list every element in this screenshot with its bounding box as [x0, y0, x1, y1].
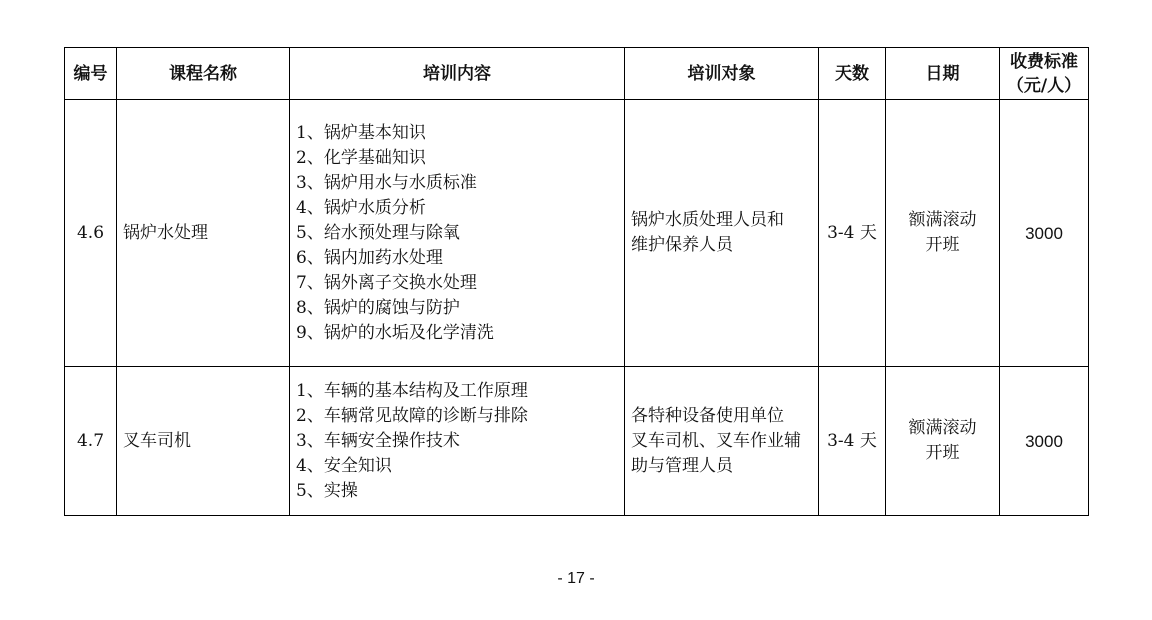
- content-item: 9、锅炉的水垢及化学清洗: [296, 322, 494, 343]
- course-number: 4.7: [65, 367, 117, 516]
- table-row: [65, 100, 1089, 367]
- content-item: 8、锅炉的腐蚀与防护: [296, 297, 460, 318]
- course-target: 锅炉水质处理人员和 维护保养人员: [625, 100, 819, 367]
- table-header-row: [65, 48, 1089, 100]
- course-target: 各特种设备使用单位 叉车司机、叉车作业辅 助与管理人员: [625, 367, 819, 516]
- course-content: [290, 100, 625, 367]
- content-item: 6、锅内加药水处理: [296, 247, 443, 268]
- course-number: 4.6: [65, 100, 117, 367]
- course-date: 额满滚动 开班: [886, 367, 1000, 516]
- course-days: 3-4 天: [819, 100, 886, 367]
- course-content: [290, 367, 625, 516]
- header-days: 天数: [819, 48, 886, 100]
- content-item: 2、车辆常见故障的诊断与排除: [296, 405, 528, 426]
- content-item: 7、锅外离子交换水处理: [296, 272, 477, 293]
- course-table: [64, 47, 1089, 516]
- header-date: 日期: [886, 48, 1000, 100]
- content-list: [296, 379, 624, 504]
- header-course-name: 课程名称: [117, 48, 290, 100]
- content-item: 3、车辆安全操作技术: [296, 430, 460, 451]
- content-item: 4、锅炉水质分析: [296, 197, 426, 218]
- course-fee: 3000: [1000, 100, 1089, 367]
- course-name: 锅炉水处理: [117, 100, 290, 367]
- page-number: - 17 -: [557, 570, 595, 587]
- content-item: 3、锅炉用水与水质标准: [296, 172, 477, 193]
- content-item: 2、化学基础知识: [296, 147, 426, 168]
- course-name: 叉车司机: [117, 367, 290, 516]
- content-item: 1、锅炉基本知识: [296, 122, 426, 143]
- content-list: [296, 121, 624, 346]
- course-fee: 3000: [1000, 367, 1089, 516]
- content-item: 5、实操: [296, 480, 358, 501]
- content-item: 4、安全知识: [296, 455, 392, 476]
- header-target: 培训对象: [625, 48, 819, 100]
- table-row: [65, 367, 1089, 516]
- header-content: 培训内容: [290, 48, 625, 100]
- header-fee: 收费标准 （元/人）: [1000, 48, 1089, 100]
- content-item: 1、车辆的基本结构及工作原理: [296, 380, 528, 401]
- course-days: 3-4 天: [819, 367, 886, 516]
- course-date: 额满滚动 开班: [886, 100, 1000, 367]
- content-item: 5、给水预处理与除氧: [296, 222, 460, 243]
- header-number: 编号: [65, 48, 117, 100]
